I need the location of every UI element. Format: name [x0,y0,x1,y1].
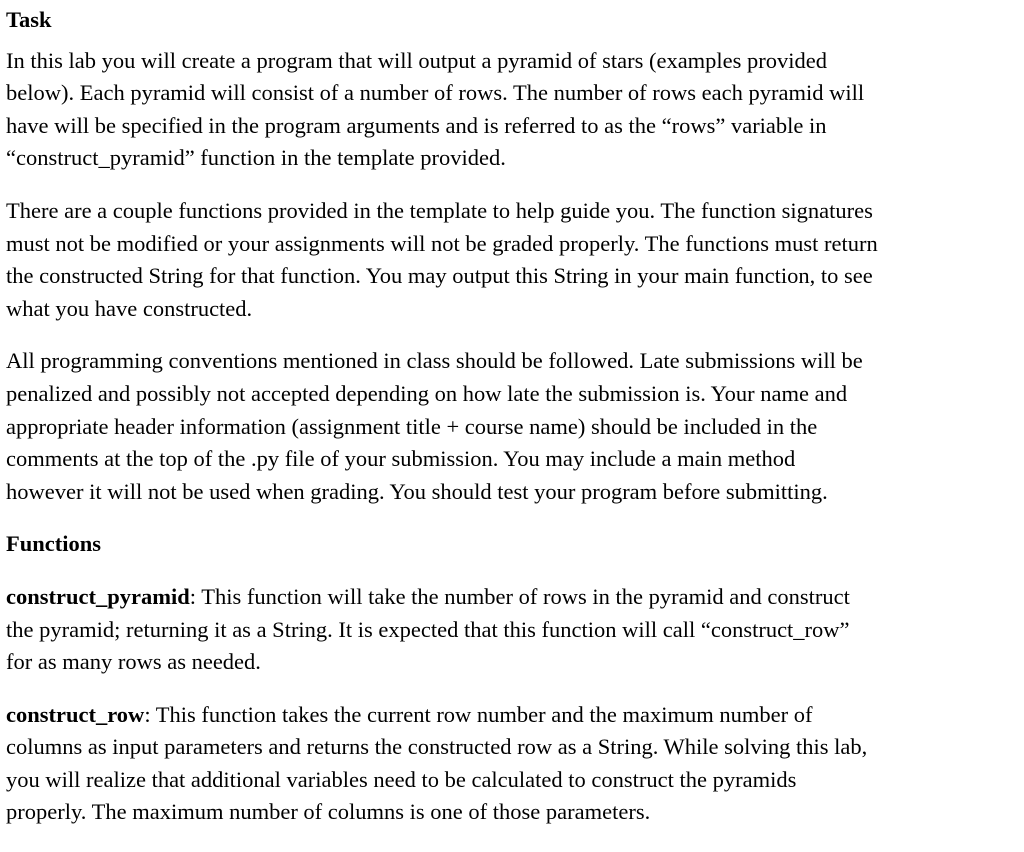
construct-row-line-4: properly. The maximum number of columns is one of those parameters. [6,799,651,825]
conventions-line-5: however it will not be used when grading. You should test your program before submitting. [6,478,828,504]
spacer [6,325,1024,345]
construct-row-line-1-text: : This function takes the current row number and the maximum number of [144,701,813,727]
intro-line-4: “construct_pyramid” function in the template provided. [6,145,506,171]
task-heading: Task [6,7,52,32]
intro-line-3: have will be specified in the program arguments and is referred to as the “rows” variable in [6,112,827,138]
construct-pyramid-line-3: for as many rows as needed. [6,649,261,675]
functions-provided-line-1: There are a couple functions provided in the template to help guide you. The function signatures [6,197,873,223]
construct-row-line-3: you will realize that additional variables need to be calculated to construct the pyramids [6,766,797,792]
spacer [6,679,1024,699]
construct-row-line-2: columns as input parameters and returns the constructed row as a String. While solving this lab, [6,734,868,760]
functions-provided-line-3: the constructed String for that function. You may output this String in your main function, to see [6,263,873,289]
construct-pyramid-paragraph [6,581,1006,679]
spacer [6,508,1024,528]
construct-pyramid-term: construct_pyramid [6,583,190,609]
functions-heading: Functions [6,531,102,557]
spacer [6,37,1024,45]
spacer [6,175,1024,195]
conventions-line-1: All programming conventions mentioned in class should be followed. Late submissions will be [6,348,863,374]
construct-row-paragraph [6,699,1006,829]
conventions-line-2: penalized and possibly not accepted depending on how late the submission is. Your name and [6,380,848,406]
construct-row-term: construct_row [6,701,145,727]
functions-provided-line-2: must not be modified or your assignments will not be graded properly. The functions must return [6,230,878,256]
conventions-paragraph [6,345,1006,508]
functions-provided-line-4: what you have constructed. [6,295,253,321]
construct-pyramid-line-2: the pyramid; returning it as a String. It is expected that this function will call “construct_row” [6,616,850,642]
intro-line-1: In this lab you will create a program that will output a pyramid of stars (examples provided [6,47,828,73]
intro-paragraph [6,45,1006,175]
functions-provided-paragraph [6,195,1006,325]
conventions-line-4: comments at the top of the .py file of your submission. You may include a main method [6,446,796,472]
conventions-line-3: appropriate header information (assignment title + course name) should be included in the [6,413,818,439]
construct-pyramid-line-1-text: : This function will take the number of rows in the pyramid and construct [189,583,850,609]
construct-pyramid-line-1 [6,581,1006,614]
construct-row-line-1 [6,699,1006,732]
intro-line-2: below). Each pyramid will consist of a number of rows. The number of rows each pyramid will [6,80,865,106]
spacer [6,561,1024,581]
